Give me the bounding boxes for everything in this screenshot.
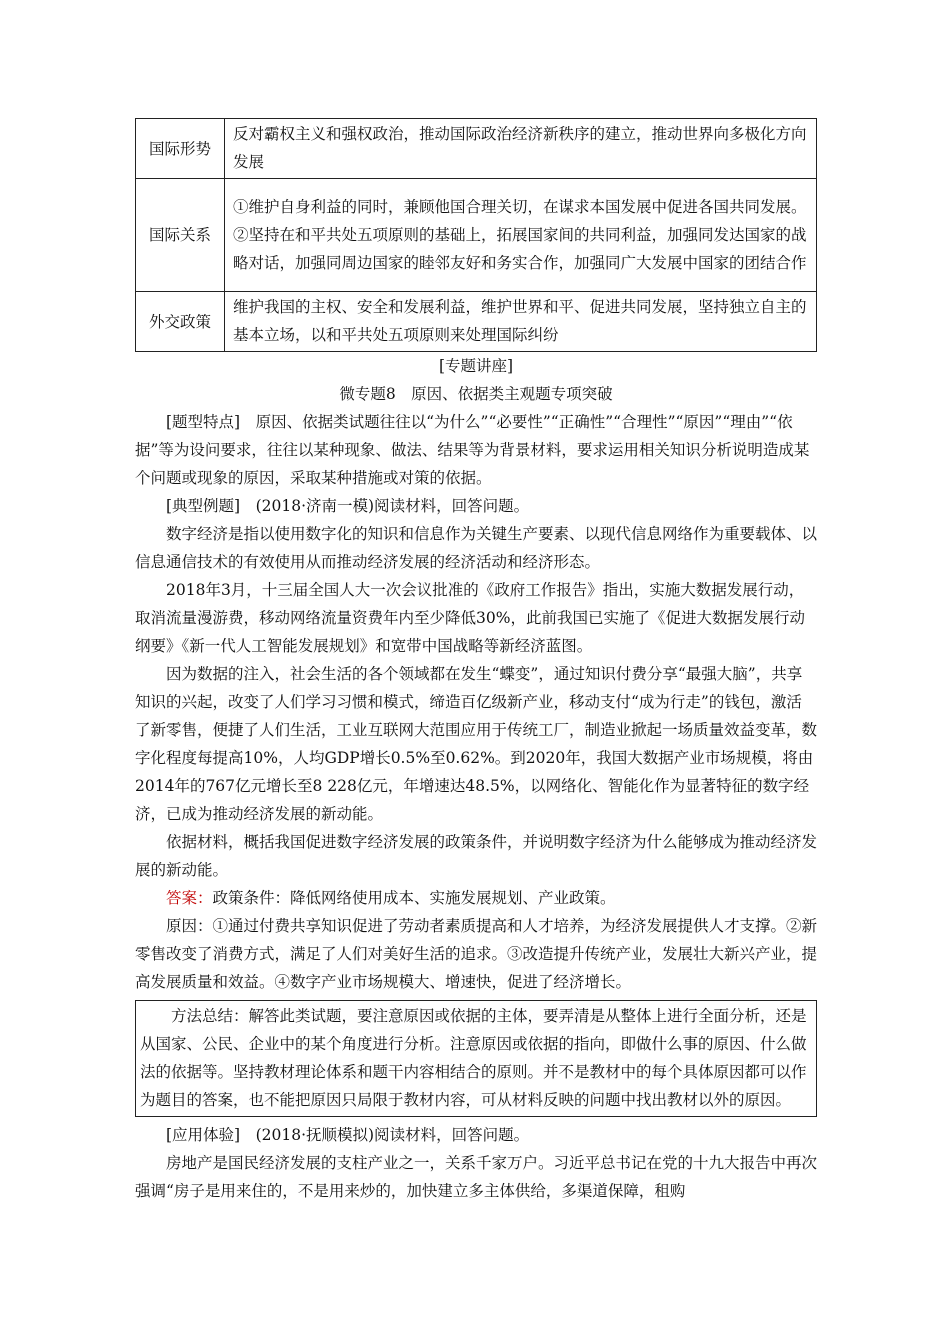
- reason-paragraph: 原因：①通过付费共享知识促进了劳动者素质提高和人才培养，为经济发展提供人才支撑。②新零售改变了消费方式，满足了人们对美好生活的追求。③改造提升传统产业，发展壮大新兴产业，提高发展质量和效益。④数字产业市场规模大、增速快，促进了经济增长。: [135, 917, 818, 991]
- section-title: 微专题8 原因、依据类主观题专项突破: [339, 385, 613, 403]
- answer-text: 政策条件：降低网络使用成本、实施发展规划、产业政策。: [212, 889, 616, 907]
- summary-table: [135, 118, 817, 352]
- example-paragraph: 数字经济是指以使用数字化的知识和信息作为关键生产要素、以现代信息网络作为重要载体、以信息通信技术的有效使用从而推动经济发展的经济活动和经济形态。: [135, 525, 818, 571]
- example-question: 依据材料，概括我国促进数字经济发展的政策条件，并说明数字经济为什么能够成为推动经济发展的新动能。: [135, 833, 818, 879]
- question-feature: [题型特点] 原因、依据类试题往往以“为什么”“必要性”“正确性”“合理性”“原因”“理由”“依据”等为设问要求，往往以某种现象、做法、结果等为背景材料，要求运用相关知识分析说明造成某个问题或现象的原因，采取某种措施或对策的依据。: [135, 413, 810, 487]
- answer-paragraph: [135, 884, 817, 912]
- document-page: [135, 118, 817, 1205]
- practice-intro: [应用体验] (2018·抚顺模拟)阅读材料，回答问题。: [166, 1126, 530, 1144]
- practice-paragraph: 房地产是国民经济发展的支柱产业之一，关系千家万户。习近平总书记在党的十九大报告中再次强调“房子是用来住的，不是用来炒的，加快建立多主体供给，多渠道保障，租购: [135, 1154, 818, 1200]
- table-row: [136, 292, 817, 352]
- answer-label: 答案：: [166, 889, 213, 907]
- section-header: [专题讲座]: [438, 357, 514, 375]
- row-content: ①维护自身利益的同时，兼顾他国合理关切，在谋求本国发展中促进各国共同发展。②坚持在和平共处五项原则的基础上，拓展国家间的共同利益，加强同发达国家的战略对话，加强同周边国家的睦邻友好和务实合作，加强同广大发展中国家的团结合作: [225, 179, 817, 292]
- method-summary: 方法总结：解答此类试题，要注意原因或依据的主体，要弄清是从整体上进行全面分析，还是从国家、公民、企业中的某个角度进行分析。注意原因或依据的指向，即做什么事的原因、什么做法的依据等。坚持教材理论体系和题干内容相结合的原则。并不是教材中的每个具体原因都可以作为题目的答案，也不能把原因只局限于教材内容，可从材料反映的问题中找出教材以外的原因。: [140, 1007, 807, 1109]
- row-content: 反对霸权主义和强权政治，推动国际政治经济新秩序的建立，推动世界向多极化方向发展: [225, 119, 817, 179]
- row-label: 外交政策: [136, 292, 225, 352]
- method-summary-box: [135, 1000, 817, 1117]
- row-content: 维护我国的主权、安全和发展利益，维护世界和平、促进共同发展，坚持独立自主的基本立场，以和平共处五项原则来处理国际纠纷: [225, 292, 817, 352]
- example-paragraph: 因为数据的注入，社会生活的各个领域都在发生“蝶变”，通过知识付费分享“最强大脑”，共享知识的兴起，改变了人们学习习惯和模式，缔造百亿级新产业，移动支付“成为行走”的钱包，激活了新零售，便捷了人们生活，工业互联网大范围应用于传统工厂，制造业掀起一场质量效益变革，数字化程度每提高10%，人均GDP增长0.5%至0.62%。到2020年，我国大数据产业市场规模，将由2014年的767亿元增长至8 228亿元，年增速达48.5%，以网络化、智能化作为显著特征的数字经济，已成为推动经济发展的新动能。: [135, 665, 818, 823]
- example-paragraph: 2018年3月，十三届全国人大一次会议批准的《政府工作报告》指出，实施大数据发展行动，取消流量漫游费，移动网络流量资费年内至少降低30%，此前我国已实施了《促进大数据发展行动纲要》《新一代人工智能发展规划》和宽带中国战略等新经济蓝图。: [135, 581, 805, 655]
- row-label: 国际形势: [136, 119, 225, 179]
- row-label: 国际关系: [136, 179, 225, 292]
- table-row: [136, 179, 817, 292]
- example-intro: [典型例题] (2018·济南一模)阅读材料，回答问题。: [166, 497, 530, 515]
- table-row: [136, 119, 817, 179]
